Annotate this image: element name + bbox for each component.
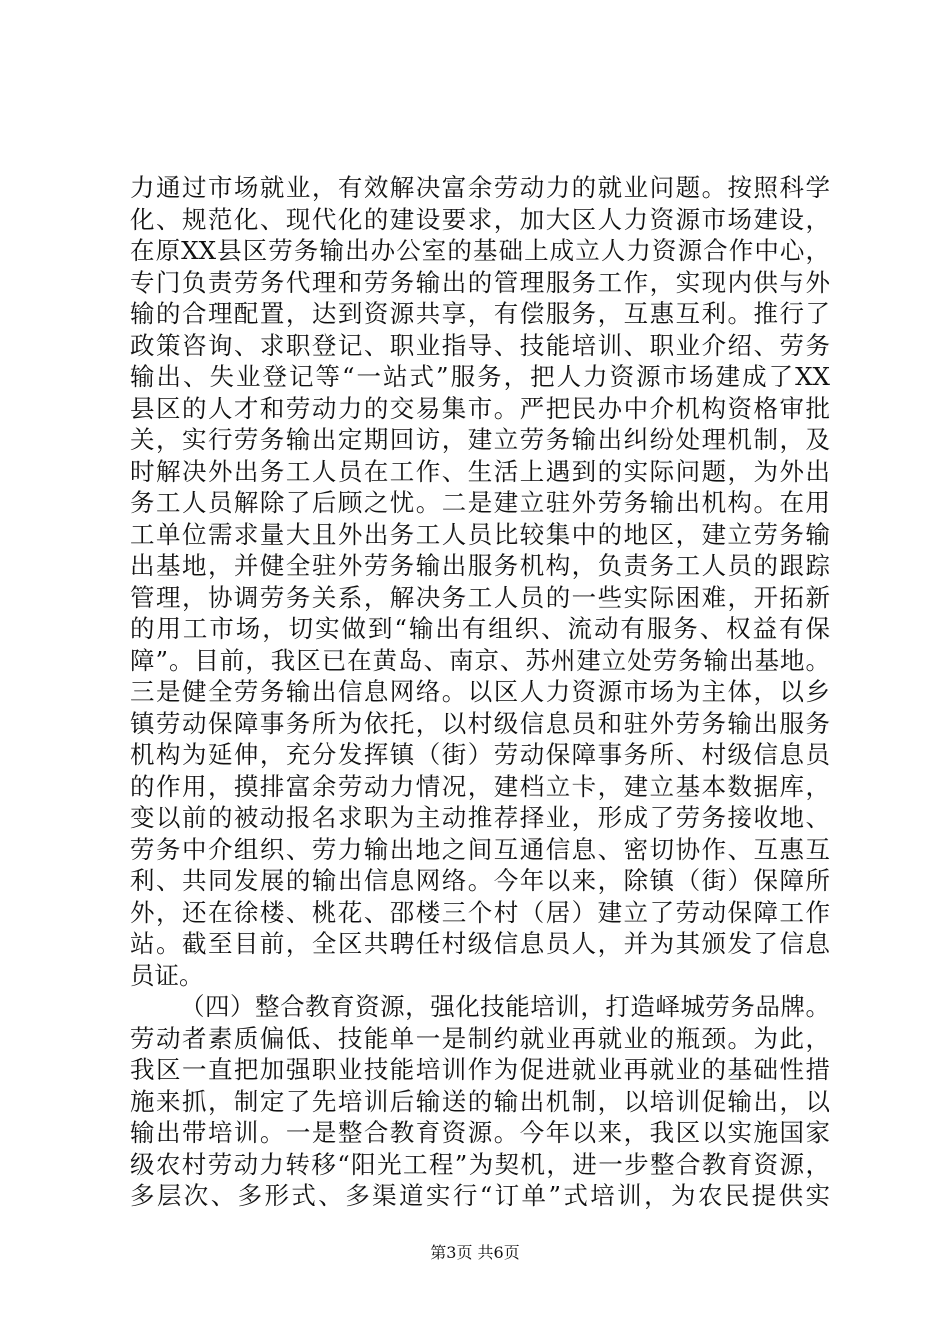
text-line: 镇劳动保障事务所为依托，以村级信息员和驻外劳务输出服务 bbox=[130, 708, 830, 738]
text-line: 关，实行劳务输出定期回访，建立劳务输出纠纷处理机制，及 bbox=[130, 425, 830, 454]
text-line: 政策咨询、求职登记、职业指导、技能培训、职业介绍、劳务 bbox=[130, 330, 830, 360]
text-line: 工单位需求量大且外出务工人员比较集中的地区，建立劳务输 bbox=[130, 519, 830, 549]
text-line: 出基地，并健全驻外劳务输出服务机构，负责务工人员的跟踪 bbox=[130, 551, 830, 580]
text-line: 员证。 bbox=[130, 960, 204, 990]
text-line: 力通过市场就业，有效解决富余劳动力的就业问题。按照科学 bbox=[130, 173, 830, 202]
text-line: 输出带培训。一是整合教育资源。今年以来，我区以实施国家 bbox=[130, 1118, 830, 1147]
text-line: 机构为延伸，充分发挥镇（街）劳动保障事务所、村级信息员 bbox=[130, 740, 830, 769]
text-line: 多层次、多形式、多渠道实行“订单”式培训，为农民提供实 bbox=[130, 1181, 830, 1210]
text-line: 时解决外出务工人员在工作、生活上遇到的实际问题，为外出 bbox=[130, 456, 830, 486]
section-heading-line: （四）整合教育资源，强化技能培训，打造峄城劳务品牌。 bbox=[180, 992, 830, 1021]
text-line: 县区的人才和劳动力的交易集市。严把民办中介机构资格审批 bbox=[130, 393, 830, 423]
text-line: 我区一直把加强职业技能培训作为促进就业再就业的基础性措 bbox=[130, 1055, 830, 1084]
text-line: 三是健全劳务输出信息网络。以区人力资源市场为主体，以乡 bbox=[130, 677, 830, 706]
body-text bbox=[130, 172, 830, 1212]
text-line: 劳动者素质偏低、技能单一是制约就业再就业的瓶颈。为此， bbox=[130, 1023, 830, 1053]
text-line: 施来抓，制定了先培训后输送的输出机制，以培训促输出，以 bbox=[130, 1086, 830, 1116]
text-line: 管理，协调劳务关系，解决务工人员的一些实际困难，开拓新 bbox=[130, 582, 830, 612]
text-line: 级农村劳动力转移“阳光工程”为契机，进一步整合教育资源， bbox=[130, 1149, 830, 1179]
text-line: 务工人员解除了后顾之忧。二是建立驻外劳务输出机构。在用 bbox=[130, 488, 830, 517]
text-line: 利、共同发展的输出信息网络。今年以来，除镇（街）保障所 bbox=[130, 866, 830, 895]
text-line: 在原XX县区劳务输出办公室的基础上成立人力资源合作中心， bbox=[130, 236, 830, 265]
text-line: 输出、失业登记等“一站式”服务，把人力资源市场建成了XX bbox=[130, 362, 830, 391]
text-line: 劳务中介组织、劳力输出地之间互通信息、密切协作、互惠互 bbox=[130, 834, 830, 864]
text-line: 专门负责劳务代理和劳务输出的管理服务工作，实现内供与外 bbox=[130, 267, 830, 297]
text-line: 的作用，摸排富余劳动力情况，建档立卡，建立基本数据库， bbox=[130, 771, 830, 801]
text-line: 输的合理配置，达到资源共享，有偿服务，互惠互利。推行了 bbox=[130, 299, 830, 328]
text-line: 站。截至目前，全区共聘任村级信息员人，并为其颁发了信息 bbox=[130, 929, 830, 958]
text-line: 的用工市场，切实做到“输出有组织、流动有服务、权益有保 bbox=[130, 614, 830, 643]
text-line: 障”。目前，我区已在黄岛、南京、苏州建立处劳务输出基地。 bbox=[130, 645, 830, 675]
text-line: 变以前的被动报名求职为主动推荐择业，形成了劳务接收地、 bbox=[130, 803, 830, 832]
text-line: 化、规范化、现代化的建设要求，加大区人力资源市场建设， bbox=[130, 204, 830, 234]
text-line: 外，还在徐楼、桃花、邵楼三个村（居）建立了劳动保障工作 bbox=[130, 897, 830, 927]
page-number-footer: 第3页 共6页 bbox=[430, 1243, 520, 1262]
